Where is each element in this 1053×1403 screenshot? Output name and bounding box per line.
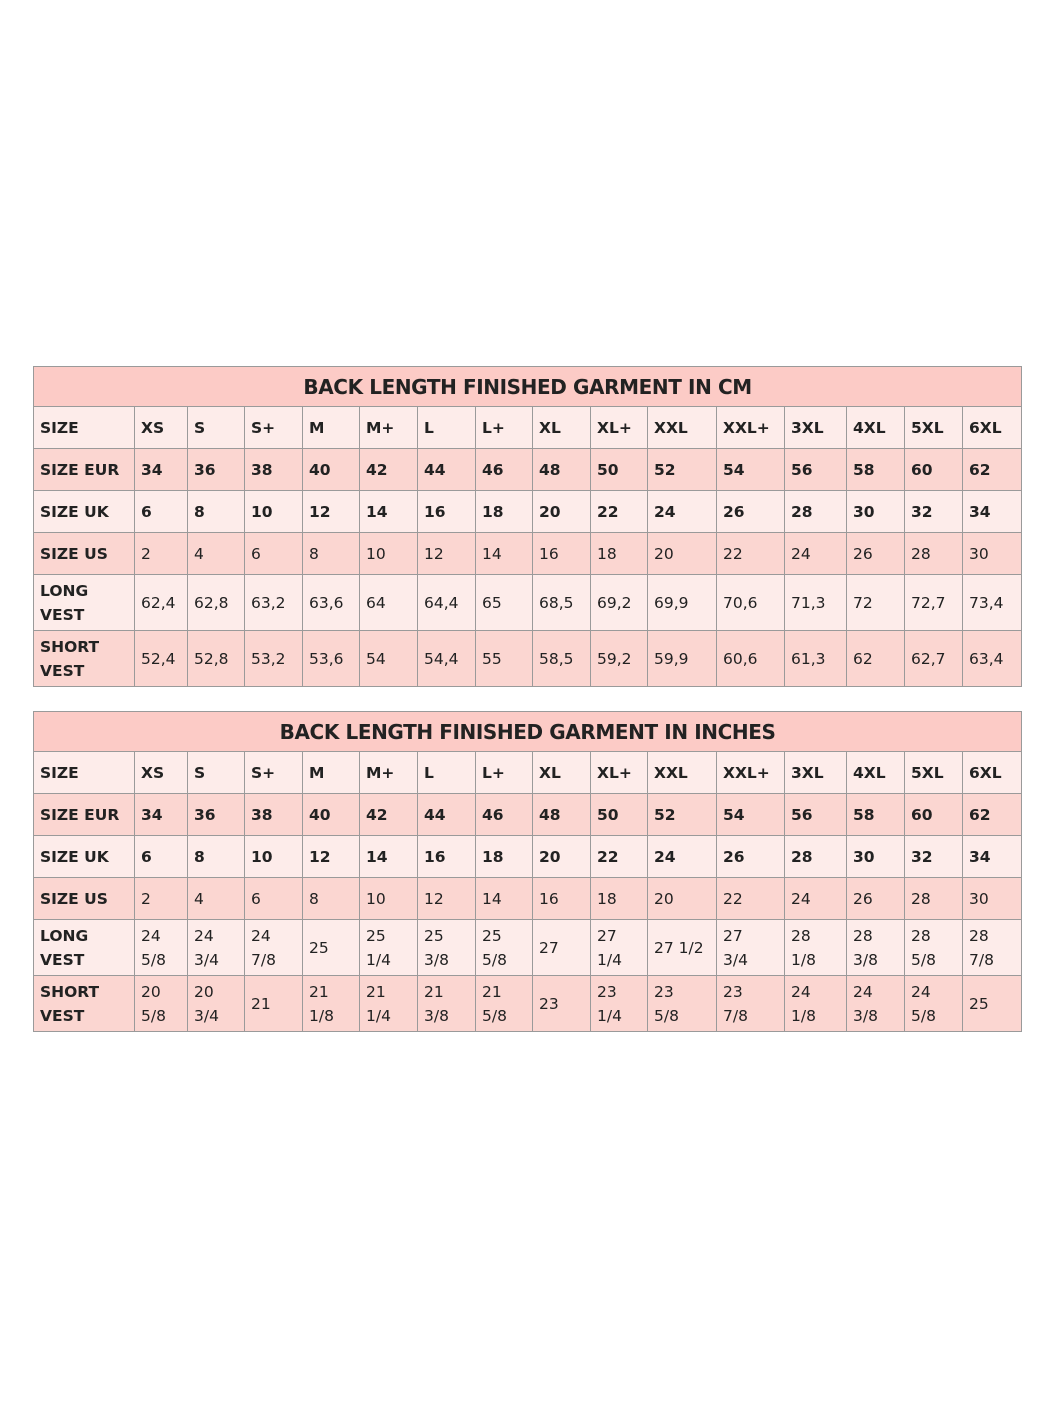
table-cell: 28 5/8 (905, 920, 963, 976)
table-cell: 23 (533, 976, 591, 1032)
table-cell: 24 5/8 (135, 920, 188, 976)
table-cell: 53,6 (303, 631, 360, 687)
size-header-cell: M+ (360, 407, 418, 449)
table-cell: 24 (785, 878, 847, 920)
table-cell: 50 (591, 449, 648, 491)
table-cell: 28 (905, 878, 963, 920)
table-cell: 20 5/8 (135, 976, 188, 1032)
size-header-cell: S (188, 752, 245, 794)
table-cell: 28 (785, 836, 847, 878)
table-cell: 46 (476, 449, 533, 491)
size-header-cell: XXL (648, 407, 717, 449)
table-cell: 62 (963, 794, 1022, 836)
table-cell: 25 (303, 920, 360, 976)
table-cell: 63,4 (963, 631, 1022, 687)
table-cell: 46 (476, 794, 533, 836)
size-header-cell: 6XL (963, 752, 1022, 794)
table-title-row (34, 367, 1022, 407)
size-header-cell: L+ (476, 752, 533, 794)
table-cell: 26 (717, 491, 785, 533)
table-cell: 8 (188, 836, 245, 878)
table-cell: 18 (591, 533, 648, 575)
table-cell: 14 (360, 491, 418, 533)
table-cell: 14 (476, 533, 533, 575)
table-row (34, 920, 1022, 976)
table-cell: 64 (360, 575, 418, 631)
table-cell: 36 (188, 794, 245, 836)
table-cell: 16 (418, 836, 476, 878)
table-row (34, 491, 1022, 533)
table-cell: 27 (533, 920, 591, 976)
table-cell: 40 (303, 449, 360, 491)
table-cell: 18 (591, 878, 648, 920)
table-cell: 30 (963, 878, 1022, 920)
row-label: SIZE US (34, 878, 135, 920)
table-cell: 70,6 (717, 575, 785, 631)
table-cell: 24 5/8 (905, 976, 963, 1032)
table-row (34, 407, 1022, 449)
table-cell: 38 (245, 449, 303, 491)
table-row (34, 449, 1022, 491)
size-header-cell: XL (533, 407, 591, 449)
table-cell: 6 (135, 836, 188, 878)
table-cell: 8 (303, 533, 360, 575)
table-cell: 6 (135, 491, 188, 533)
table-cell: 16 (533, 533, 591, 575)
table-cell: 54 (360, 631, 418, 687)
size-header-cell: XS (135, 752, 188, 794)
table-cell: 23 7/8 (717, 976, 785, 1032)
table-cell: 30 (847, 836, 905, 878)
table-cell: 69,9 (648, 575, 717, 631)
table-cell: 24 (648, 491, 717, 533)
table-cell: 20 (533, 491, 591, 533)
row-label: LONG VEST (34, 920, 135, 976)
table-cell: 62 (963, 449, 1022, 491)
table-row (34, 575, 1022, 631)
table-cell: 4 (188, 533, 245, 575)
size-table-body (34, 712, 1022, 1032)
size-table-cm (33, 366, 1022, 687)
table-cell: 18 (476, 491, 533, 533)
table-cell: 27 1/4 (591, 920, 648, 976)
table-cell: 72 (847, 575, 905, 631)
table-cell: 54,4 (418, 631, 476, 687)
row-label: SIZE EUR (34, 794, 135, 836)
table-cell: 28 (785, 491, 847, 533)
table-cell: 27 3/4 (717, 920, 785, 976)
size-header-cell: XS (135, 407, 188, 449)
table-cell: 20 (533, 836, 591, 878)
table-cell: 48 (533, 794, 591, 836)
table-cell: 22 (591, 836, 648, 878)
size-header-cell: M+ (360, 752, 418, 794)
size-table-body (34, 367, 1022, 687)
table-cell: 56 (785, 449, 847, 491)
size-table-inches (33, 711, 1022, 1032)
table-cell: 42 (360, 794, 418, 836)
table-cell: 26 (847, 533, 905, 575)
table-cell: 24 3/8 (847, 976, 905, 1032)
table-cell: 16 (533, 878, 591, 920)
table-cell: 44 (418, 794, 476, 836)
row-label: SHORT VEST (34, 976, 135, 1032)
table-cell: 22 (717, 533, 785, 575)
table-row (34, 752, 1022, 794)
table-row (34, 878, 1022, 920)
row-label: SIZE (34, 752, 135, 794)
table-title: BACK LENGTH FINISHED GARMENT IN INCHES (34, 712, 1022, 752)
table-cell: 24 7/8 (245, 920, 303, 976)
row-label: SHORT VEST (34, 631, 135, 687)
size-header-cell: 6XL (963, 407, 1022, 449)
table-cell: 20 (648, 878, 717, 920)
table-cell: 65 (476, 575, 533, 631)
table-title: BACK LENGTH FINISHED GARMENT IN CM (34, 367, 1022, 407)
size-header-cell: 3XL (785, 752, 847, 794)
row-label: SIZE UK (34, 491, 135, 533)
table-cell: 32 (905, 491, 963, 533)
table-cell: 2 (135, 533, 188, 575)
table-cell: 59,9 (648, 631, 717, 687)
table-cell: 48 (533, 449, 591, 491)
table-cell: 24 1/8 (785, 976, 847, 1032)
table-cell: 20 (648, 533, 717, 575)
size-header-cell: S+ (245, 407, 303, 449)
size-header-cell: L+ (476, 407, 533, 449)
table-cell: 50 (591, 794, 648, 836)
size-header-cell: 5XL (905, 407, 963, 449)
table-cell: 62,8 (188, 575, 245, 631)
size-header-cell: L (418, 752, 476, 794)
table-cell: 34 (963, 836, 1022, 878)
table-cell: 71,3 (785, 575, 847, 631)
table-cell: 52 (648, 794, 717, 836)
table-cell: 28 (905, 533, 963, 575)
table-cell: 55 (476, 631, 533, 687)
table-cell: 34 (135, 794, 188, 836)
table-cell: 14 (476, 878, 533, 920)
table-cell: 6 (245, 533, 303, 575)
row-label: SIZE (34, 407, 135, 449)
table-cell: 73,4 (963, 575, 1022, 631)
table-cell: 8 (188, 491, 245, 533)
table-cell: 27 1/2 (648, 920, 717, 976)
table-row (34, 794, 1022, 836)
table-cell: 60 (905, 794, 963, 836)
table-cell: 21 5/8 (476, 976, 533, 1032)
row-label: SIZE UK (34, 836, 135, 878)
table-cell: 52,8 (188, 631, 245, 687)
row-label: SIZE US (34, 533, 135, 575)
table-cell: 58 (847, 794, 905, 836)
table-cell: 26 (717, 836, 785, 878)
table-cell: 22 (717, 878, 785, 920)
size-header-cell: 4XL (847, 407, 905, 449)
table-cell: 52,4 (135, 631, 188, 687)
table-cell: 24 (648, 836, 717, 878)
table-cell: 24 (785, 533, 847, 575)
table-row (34, 836, 1022, 878)
table-cell: 2 (135, 878, 188, 920)
table-cell: 52 (648, 449, 717, 491)
size-header-cell: 4XL (847, 752, 905, 794)
table-cell: 18 (476, 836, 533, 878)
table-cell: 24 3/4 (188, 920, 245, 976)
table-cell: 25 3/8 (418, 920, 476, 976)
table-cell: 28 1/8 (785, 920, 847, 976)
table-cell: 61,3 (785, 631, 847, 687)
table-cell: 62 (847, 631, 905, 687)
table-row (34, 533, 1022, 575)
size-header-cell: XXL (648, 752, 717, 794)
table-cell: 44 (418, 449, 476, 491)
table-cell: 21 3/8 (418, 976, 476, 1032)
table-cell: 63,6 (303, 575, 360, 631)
table-cell: 56 (785, 794, 847, 836)
table-cell: 59,2 (591, 631, 648, 687)
table-cell: 28 3/8 (847, 920, 905, 976)
table-cell: 60,6 (717, 631, 785, 687)
table-cell: 16 (418, 491, 476, 533)
table-cell: 63,2 (245, 575, 303, 631)
table-cell: 62,7 (905, 631, 963, 687)
size-header-cell: M (303, 752, 360, 794)
table-cell: 25 1/4 (360, 920, 418, 976)
table-cell: 25 5/8 (476, 920, 533, 976)
table-cell: 12 (418, 878, 476, 920)
table-cell: 8 (303, 878, 360, 920)
table-cell: 36 (188, 449, 245, 491)
row-label: LONG VEST (34, 575, 135, 631)
table-cell: 10 (245, 491, 303, 533)
table-cell: 34 (963, 491, 1022, 533)
table-cell: 10 (360, 533, 418, 575)
table-cell: 64,4 (418, 575, 476, 631)
table-cell: 58 (847, 449, 905, 491)
size-header-cell: S+ (245, 752, 303, 794)
table-cell: 68,5 (533, 575, 591, 631)
table-cell: 72,7 (905, 575, 963, 631)
table-cell: 62,4 (135, 575, 188, 631)
table-cell: 10 (360, 878, 418, 920)
table-cell: 14 (360, 836, 418, 878)
table-cell: 60 (905, 449, 963, 491)
size-header-cell: L (418, 407, 476, 449)
table-cell: 42 (360, 449, 418, 491)
size-header-cell: 5XL (905, 752, 963, 794)
table-cell: 38 (245, 794, 303, 836)
table-cell: 25 (963, 976, 1022, 1032)
size-header-cell: XXL+ (717, 407, 785, 449)
table-cell: 21 1/8 (303, 976, 360, 1032)
table-cell: 20 3/4 (188, 976, 245, 1032)
table-cell: 53,2 (245, 631, 303, 687)
size-header-cell: XXL+ (717, 752, 785, 794)
table-cell: 58,5 (533, 631, 591, 687)
table-cell: 54 (717, 449, 785, 491)
size-header-cell: XL (533, 752, 591, 794)
table-cell: 28 7/8 (963, 920, 1022, 976)
table-cell: 69,2 (591, 575, 648, 631)
table-cell: 12 (303, 836, 360, 878)
size-header-cell: 3XL (785, 407, 847, 449)
table-cell: 6 (245, 878, 303, 920)
table-cell: 22 (591, 491, 648, 533)
table-title-row (34, 712, 1022, 752)
table-cell: 10 (245, 836, 303, 878)
table-cell: 12 (418, 533, 476, 575)
table-row (34, 631, 1022, 687)
table-cell: 21 1/4 (360, 976, 418, 1032)
table-cell: 23 5/8 (648, 976, 717, 1032)
table-cell: 40 (303, 794, 360, 836)
size-header-cell: XL+ (591, 407, 648, 449)
table-cell: 4 (188, 878, 245, 920)
table-cell: 32 (905, 836, 963, 878)
table-cell: 26 (847, 878, 905, 920)
table-cell: 12 (303, 491, 360, 533)
size-header-cell: M (303, 407, 360, 449)
row-label: SIZE EUR (34, 449, 135, 491)
table-cell: 30 (963, 533, 1022, 575)
table-cell: 21 (245, 976, 303, 1032)
size-header-cell: S (188, 407, 245, 449)
table-cell: 54 (717, 794, 785, 836)
table-row (34, 976, 1022, 1032)
table-cell: 23 1/4 (591, 976, 648, 1032)
table-cell: 30 (847, 491, 905, 533)
table-cell: 34 (135, 449, 188, 491)
size-header-cell: XL+ (591, 752, 648, 794)
